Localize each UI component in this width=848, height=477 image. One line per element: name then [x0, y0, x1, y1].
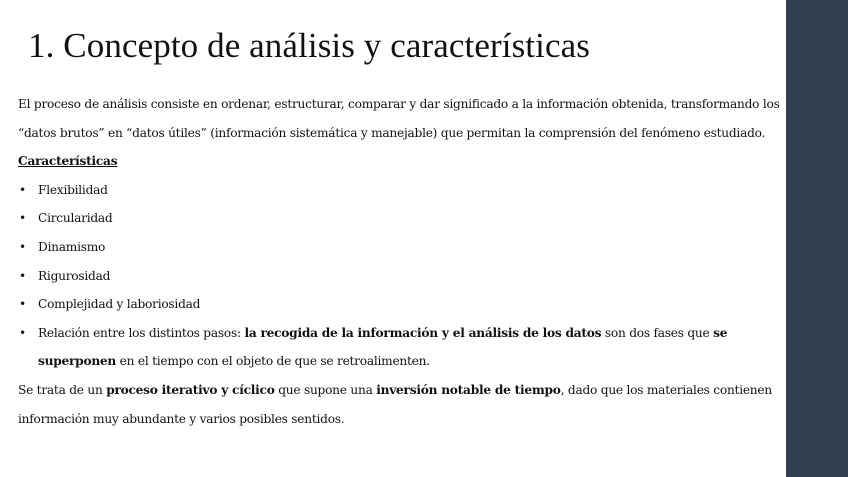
closing-suffix: , dado que los materiales contienen información muy abundante y varios posibles sentidos.	[18, 382, 772, 426]
list-item: • Rigurosidad	[18, 262, 783, 291]
list-item-relation	[18, 319, 783, 376]
relation-suffix: en el tiempo con el objeto de que se retroalimenten.	[116, 354, 430, 369]
closing-prefix: Se trata de un	[18, 382, 107, 397]
closing-paragraph	[18, 376, 783, 433]
list-item: • Circularidad	[18, 204, 783, 233]
characteristics-heading: Características	[18, 154, 118, 169]
list-item: • Flexibilidad	[18, 176, 783, 205]
list-item: • Dinamismo	[18, 233, 783, 262]
slide-title: 1. Concepto de análisis y características	[28, 26, 590, 65]
closing-emphasis-2: inversión notable de tiempo	[376, 382, 561, 397]
intro-paragraph: El proceso de análisis consiste en ordenar, estructurar, comparar y dar significado a la información obtenida, transformando los “datos brutos” en “datos útiles” (información sistemática y manejable) que permitan la comprensión del fenómeno estudiado.	[18, 97, 780, 140]
relation-prefix: Relación entre los distintos pasos:	[38, 325, 245, 340]
slide-content	[18, 90, 783, 433]
characteristics-list	[18, 176, 783, 376]
relation-emphasis-1: la recogida de la información y el análisis de los datos	[244, 325, 602, 340]
relation-middle: son dos fases que	[601, 325, 714, 340]
closing-emphasis-1: proceso iterativo y cíclico	[106, 382, 275, 397]
list-item: • Complejidad y laboriosidad	[18, 290, 783, 319]
closing-middle: que supone una	[274, 382, 377, 397]
relation-emphasis-2: se superponen	[38, 325, 728, 369]
sidebar-panel	[786, 0, 848, 477]
